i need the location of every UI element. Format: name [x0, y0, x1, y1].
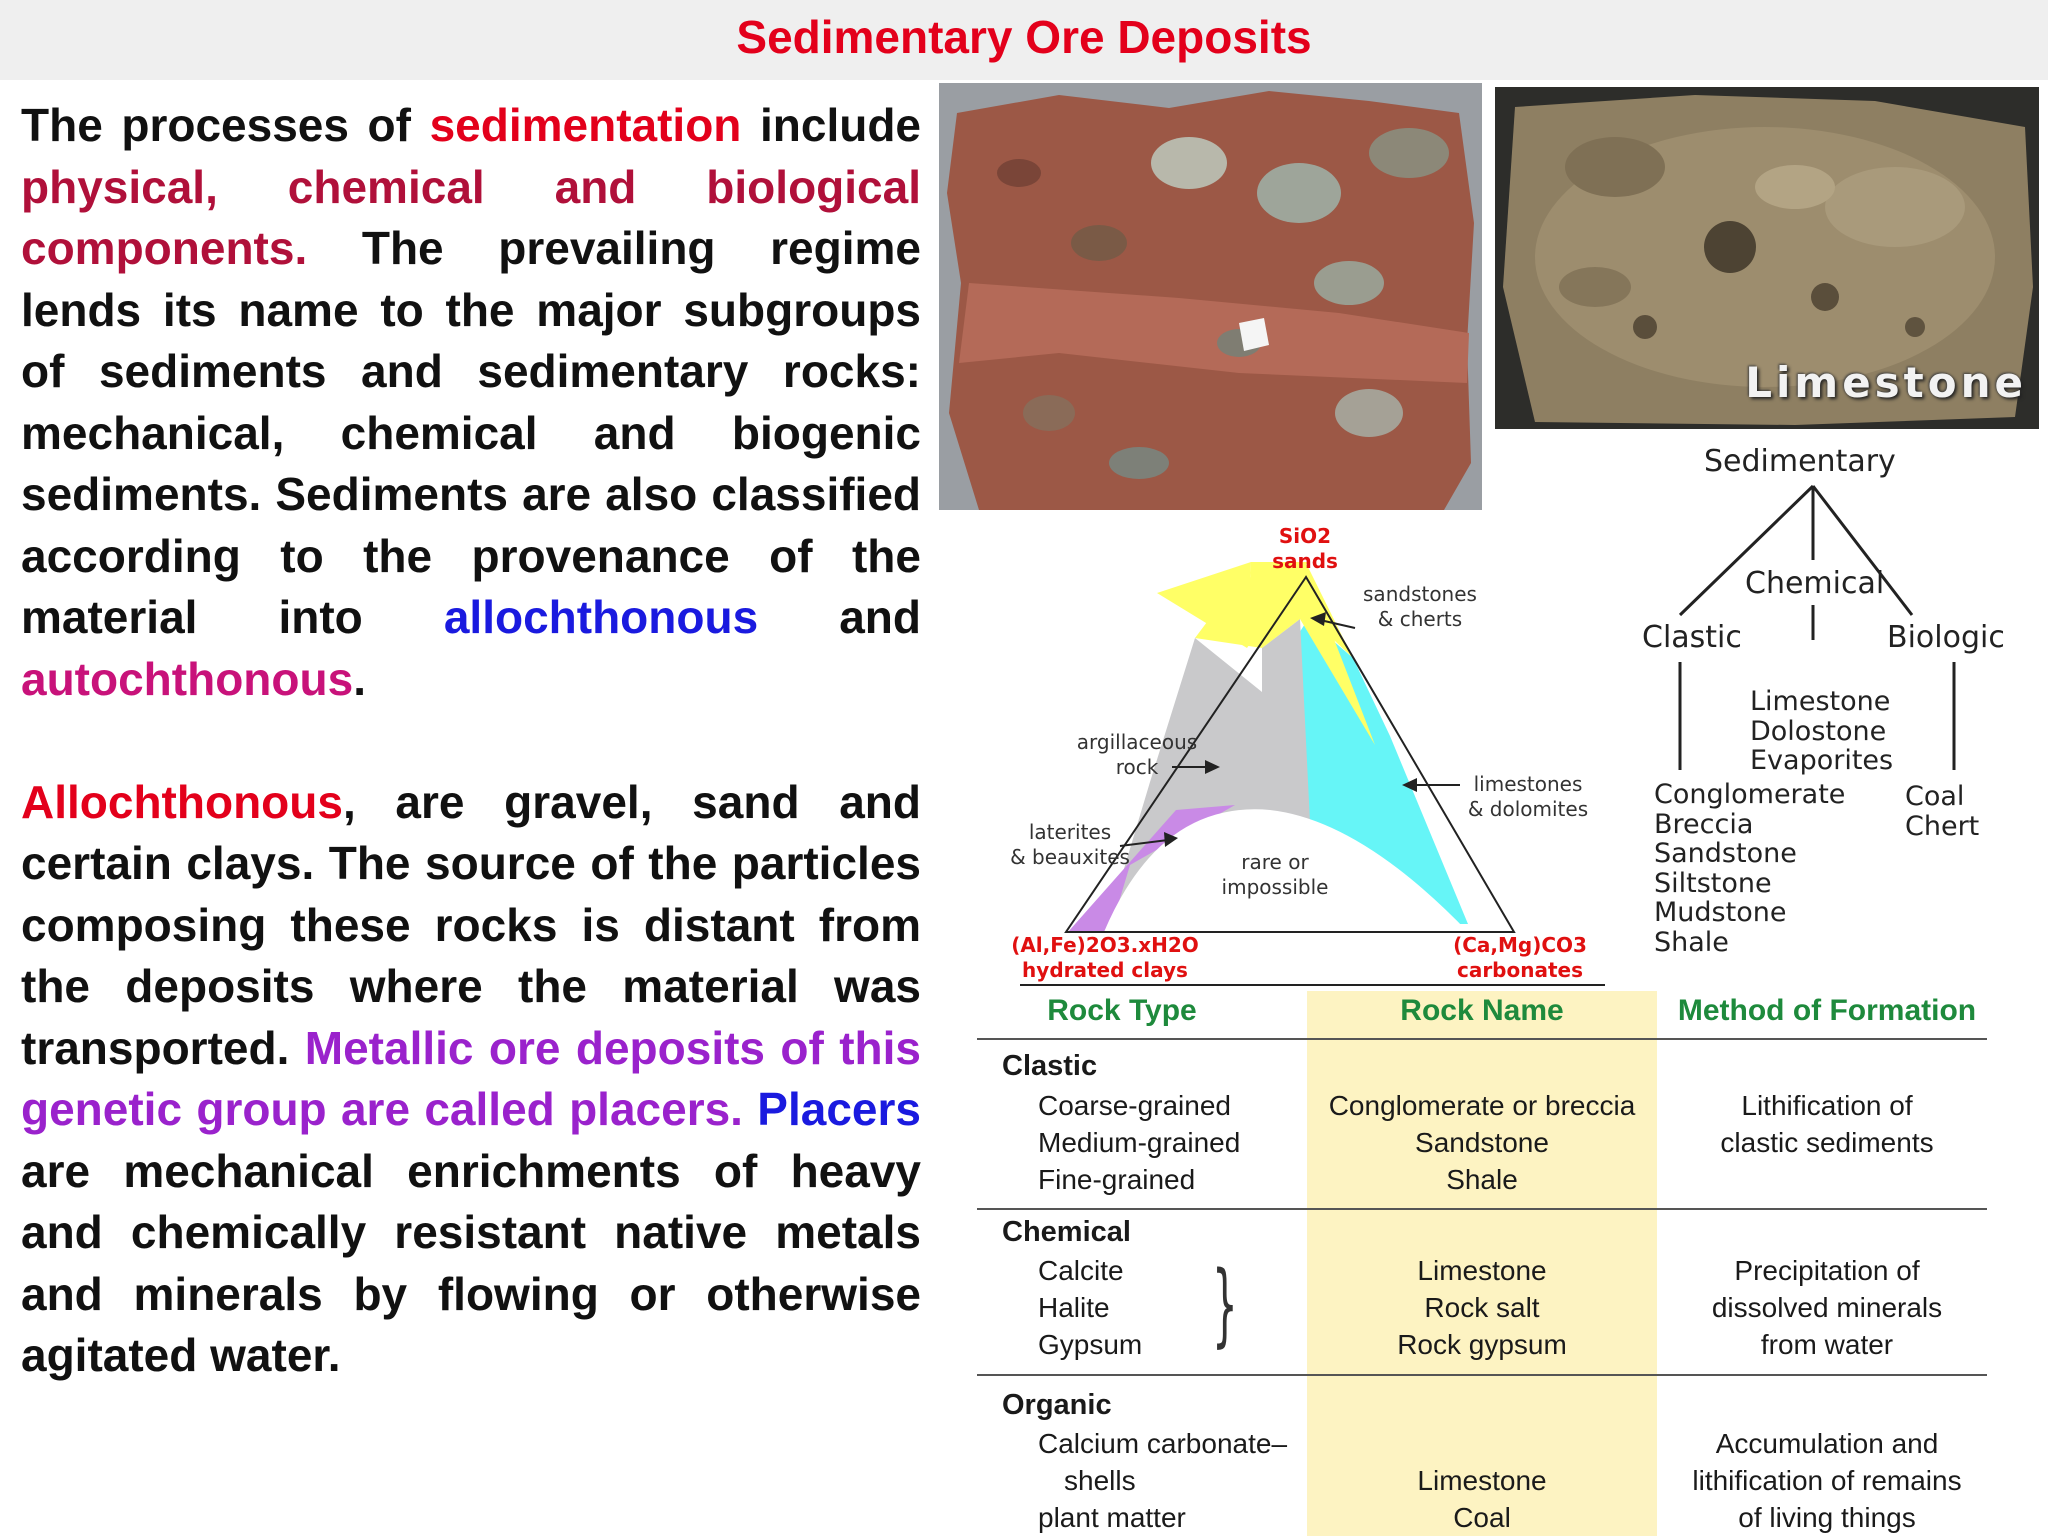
organic-method: Accumulation and lithification of remains of living things [1692, 1428, 1962, 1533]
label-rare-impossible: rare or impossible [1221, 850, 1329, 899]
category-chemical: Chemical [1002, 1216, 1131, 1248]
chemical-list [1750, 687, 1893, 776]
clastic-list [1654, 780, 1845, 957]
biologic-list [1905, 782, 1979, 841]
category-clastic: Clastic [1002, 1050, 1098, 1082]
header-rule [977, 1038, 1987, 1040]
tree-chemical: Chemical [1745, 566, 1885, 601]
header-rock-name: Rock Name [1400, 994, 1564, 1027]
chemical-method: Precipitation of dissolved minerals from water [1711, 1255, 1943, 1360]
sedimentary-tree [1610, 440, 2040, 980]
header-rock-type: Rock Type [1047, 994, 1197, 1027]
slide-title: Sedimentary Ore Deposits [736, 11, 1312, 63]
limestone-photo [1495, 87, 2039, 429]
term-metallic-placers: Metallic ore deposits of this genetic group are called placers. [21, 1021, 921, 1135]
rock-table [977, 988, 1987, 1536]
organic-types: Calcium carbonate– shells plant matter [1038, 1428, 1288, 1533]
clastic-method: Lithification of clastic sediments [1720, 1090, 1934, 1158]
list-item: Shale [1654, 926, 1729, 958]
list-item: Breccia [1654, 808, 1754, 840]
paragraph-allochthonous: Allochthonous, are gravel, sand and certain clays. The source of the particles composing these rocks is distant from the deposits where the material was transported. Metallic ore deposits of this genetic group are called placers. Placers are mechanical enrichments of heavy and chemically resistant native metals and minerals by flowing or otherwise agitated water. [21, 775, 921, 1381]
body-text [21, 95, 921, 1387]
term-sedimentation: sedimentation [429, 99, 742, 151]
list-item: Sandstone [1654, 838, 1797, 869]
list-item: Conglomerate [1654, 779, 1846, 810]
chemical-types: Calcite Halite Gypsum [1038, 1255, 1143, 1360]
term-autochthonous: autochthonous [21, 652, 354, 705]
label-limestones-dolomites: limestones & dolomites [1467, 772, 1589, 821]
list-item: Coal [1905, 781, 1965, 812]
clastic-types: Coarse-grained Medium-grained Fine-grained [1038, 1090, 1241, 1195]
row-rule [977, 1208, 1987, 1210]
category-organic: Organic [1002, 1389, 1112, 1421]
label-sandstones-cherts: sandstones & cherts [1363, 582, 1477, 631]
label-argillaceous-rock: argillaceous rock [1076, 730, 1198, 779]
chemical-names: Limestone Rock salt Rock gypsum [1397, 1255, 1567, 1360]
limestone-photo-label: Limestone [1745, 358, 2027, 407]
header-method: Method of Formation [1677, 994, 1977, 1027]
list-item: Limestone [1750, 686, 1891, 717]
apex-sio2: SiO2 sands [1272, 524, 1338, 573]
list-item: Evaporites [1750, 745, 1894, 776]
paragraph-processes: The processes of sedimentation include physical, chemical and biological components. The prevailing regime lends its name to the major subgroups of sediments and sedimentary rocks: mechanical, chemical and biogenic sediments. Sediments are also classified according to the provenance of the material into allochthonous and autochthonous. [21, 99, 922, 705]
term-placers: Placers [757, 1083, 921, 1135]
brace-icon: } [1212, 1252, 1238, 1357]
row-rule [977, 1374, 1987, 1376]
organic-names: Limestone Coal [1417, 1465, 1547, 1533]
apex-clays: (Al,Fe)2O3.xH2O hydrated clays [1011, 933, 1199, 982]
label-laterites-beauxites: laterites & beauxites [1010, 820, 1130, 869]
term-allochthonous: allochthonous [443, 591, 759, 643]
clastic-names: Conglomerate or breccia Sandstone Shale [1328, 1090, 1636, 1195]
tree-biologic: Biologic [1887, 620, 2005, 655]
term-components: physical, chemical and biological components. [21, 160, 921, 274]
ternary-diagram [1000, 520, 1610, 990]
list-item: Chert [1905, 810, 1980, 842]
tree-root: Sedimentary [1704, 444, 1896, 479]
list-item: Siltstone [1654, 867, 1772, 899]
breccia-photo [939, 83, 1482, 510]
list-item: Dolostone [1750, 715, 1887, 747]
tree-clastic: Clastic [1642, 620, 1742, 655]
apex-carbonates: (Ca,Mg)CO3 carbonates [1453, 933, 1587, 982]
term-allochthonous-heading: Allochthonous [21, 775, 343, 828]
list-item: Mudstone [1654, 897, 1787, 928]
